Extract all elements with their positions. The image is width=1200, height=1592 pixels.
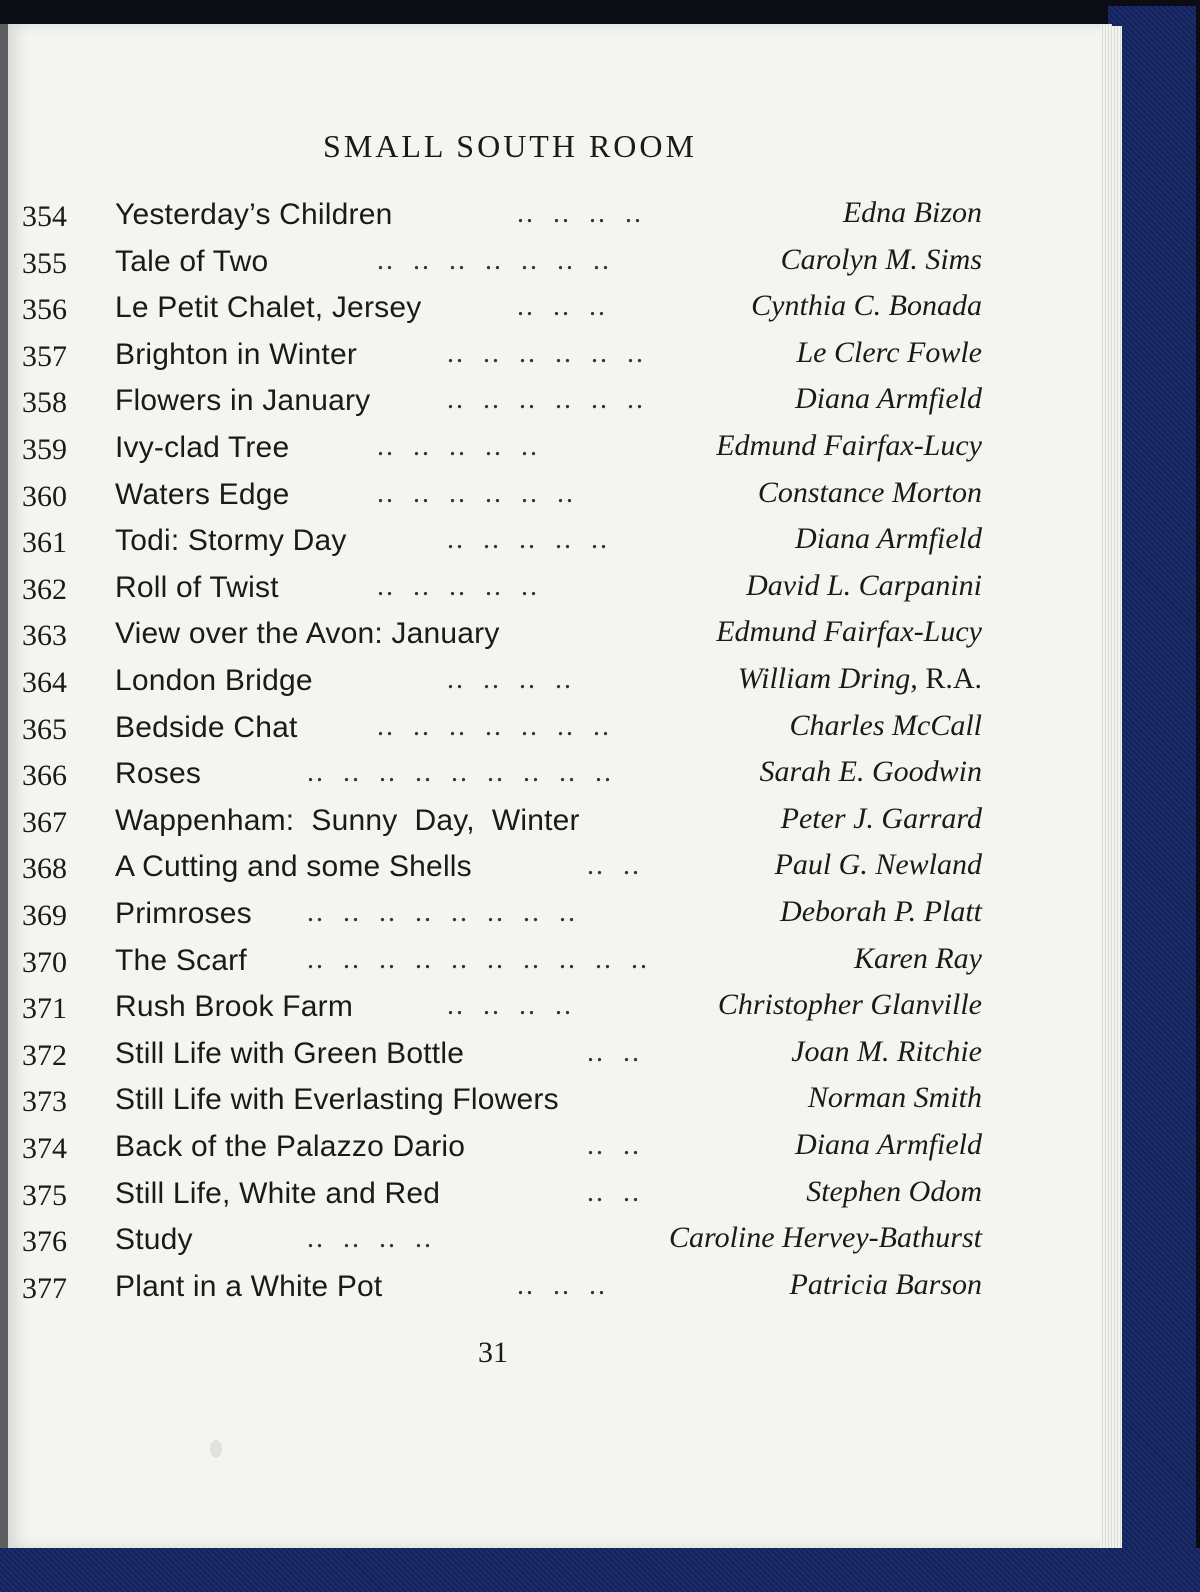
entry-artist	[669, 1221, 982, 1255]
entry-title: Ivy-clad Tree	[115, 431, 290, 464]
dot-leader: .. .. .. .. .. .. .. .. ..	[307, 757, 613, 789]
artist-name: Cynthia C. Bonada	[751, 289, 982, 323]
dot-leader: .. .. .. .. ..	[377, 570, 539, 602]
catalogue-entry	[22, 617, 982, 657]
dot-leader: .. .. .. .. .. .. .. .. .. ..	[307, 943, 649, 975]
artist-name: Peter J. Garrard	[780, 801, 982, 835]
catalogue-entry	[22, 941, 982, 984]
entry-artist	[780, 895, 982, 929]
entry-number: 377	[22, 1271, 67, 1305]
entry-title: The Scarf	[115, 943, 247, 977]
entry-artist	[775, 848, 983, 882]
page-edges	[1100, 26, 1122, 1548]
entry-title: Waters Edge	[115, 477, 290, 511]
dot-leader: .. .. .. ..	[517, 198, 643, 229]
dot-leader: .. .. .. .. .. ..	[377, 477, 575, 509]
dot-leader: .. .. .. .. .. .. ..	[377, 244, 611, 276]
entry-title: Brighton in Winter	[115, 337, 358, 371]
catalogue-entry	[22, 568, 982, 611]
catalogue-entry	[22, 291, 982, 331]
artist-name: Le Clerc Fowle	[796, 335, 982, 369]
entry-number: 366	[22, 759, 67, 793]
entry-title: Yesterday’s Children	[115, 198, 393, 231]
catalogue-entry	[22, 1083, 982, 1123]
dot-leader: .. .. .. .. .. ..	[447, 384, 645, 416]
entry-title: Back of the Palazzo Dario	[115, 1130, 466, 1163]
entry-number: 357	[22, 339, 67, 373]
artist-name: Edmund Fairfax-Lucy	[716, 429, 982, 462]
entry-title: Todi: Stormy Day	[115, 524, 347, 558]
catalogue-entry	[22, 1130, 982, 1170]
entry-number: 372	[22, 1038, 67, 1072]
entry-number: 358	[22, 386, 67, 420]
entry-title: Wappenham: Sunny Day, Winter	[115, 803, 580, 837]
artist-honour: R.A.	[925, 662, 982, 695]
catalogue-entry	[22, 850, 982, 890]
artist-name: Patricia Barson	[789, 1267, 982, 1301]
room-heading: SMALL SOUTH ROOM	[323, 128, 697, 164]
entry-artist	[795, 382, 982, 416]
artist-name: Edna Bizon	[842, 196, 982, 229]
entry-artist	[795, 522, 982, 556]
dot-leader: .. ..	[587, 1130, 641, 1161]
artist-name: Charles McCall	[789, 708, 982, 742]
catalogue-entry	[22, 1034, 982, 1077]
entry-number: 354	[22, 200, 67, 233]
entry-title: Flowers in January	[115, 384, 371, 418]
artist-name: Paul G. Newland	[774, 848, 982, 882]
entry-title: Still Life, White and Red	[115, 1176, 441, 1210]
entry-artist	[718, 988, 982, 1022]
entry-number: 371	[22, 992, 67, 1026]
entry-artist	[795, 1128, 982, 1162]
catalogue-entry	[22, 431, 982, 471]
entry-artist	[738, 662, 982, 696]
dot-leader: .. .. .. ..	[307, 1223, 433, 1255]
entry-artist	[716, 615, 982, 649]
catalogue-entry	[22, 757, 982, 797]
entry-title: Plant in a White Pot	[115, 1269, 383, 1303]
entry-artist	[746, 569, 982, 603]
entry-title: Rush Brook Farm	[115, 990, 354, 1024]
artist-name: David L. Carpanini	[746, 568, 982, 602]
paper-mark	[210, 1440, 222, 1458]
catalogue-entry	[22, 897, 982, 937]
entry-artist	[758, 476, 982, 510]
entry-number: 369	[22, 899, 67, 932]
entry-artist	[843, 196, 982, 230]
entry-title: Primroses	[115, 897, 252, 930]
dot-leader: .. .. .. .. .. .. .. ..	[307, 897, 577, 928]
entry-number: 362	[22, 572, 67, 606]
catalogue-entry	[22, 708, 982, 751]
artist-name: Diana Armfield	[795, 382, 982, 416]
entry-artist	[716, 429, 982, 463]
entry-artist	[781, 802, 982, 836]
dot-leader: .. ..	[587, 1176, 641, 1208]
dot-leader: .. .. .. ..	[447, 990, 573, 1022]
entry-number: 360	[22, 479, 67, 513]
dot-leader: .. .. ..	[517, 1269, 607, 1301]
entry-artist	[790, 1268, 983, 1302]
entry-artist	[759, 755, 982, 789]
entry-number: 374	[22, 1132, 67, 1165]
book-cover-bottom	[0, 1548, 1200, 1592]
entry-title: Bedside Chat	[115, 710, 298, 744]
dot-leader: .. ..	[587, 1036, 641, 1068]
artist-name: Carolyn M. Sims	[780, 242, 982, 276]
entry-artist	[808, 1081, 982, 1115]
artist-name: Diana Armfield	[795, 1128, 982, 1161]
entry-number: 363	[22, 619, 67, 653]
entry-number: 368	[22, 852, 67, 886]
entry-number: 370	[22, 945, 67, 979]
page-number: 31	[478, 1336, 508, 1369]
entry-artist	[854, 942, 982, 976]
entry-artist	[790, 709, 983, 743]
entry-number: 373	[22, 1085, 67, 1119]
entry-artist	[791, 1035, 982, 1069]
artist-name: Caroline Hervey-Bathurst	[669, 1221, 982, 1255]
entry-title: A Cutting and some Shells	[115, 850, 472, 884]
entry-artist	[796, 336, 982, 370]
artist-name: Christopher Glanville	[717, 988, 982, 1022]
artist-name: Karen Ray	[853, 941, 982, 975]
catalogue-entry	[22, 801, 982, 844]
catalogue-entry	[22, 1267, 982, 1310]
entry-title: Le Petit Chalet, Jersey	[115, 291, 422, 325]
entry-artist	[806, 1175, 982, 1209]
artist-name: Edmund Fairfax-Lucy	[716, 615, 982, 649]
catalogue-entry	[22, 524, 982, 564]
artist-name: Deborah P. Platt	[780, 895, 982, 928]
catalogue-entry	[22, 198, 982, 238]
catalogue-entry	[22, 475, 982, 518]
dot-leader: .. .. .. ..	[447, 664, 573, 695]
entry-title: Roses	[115, 757, 202, 791]
catalogue-entry	[22, 335, 982, 378]
dot-leader: .. .. .. .. .. .. ..	[377, 710, 611, 742]
entry-number: 356	[22, 293, 67, 327]
entry-title: Still Life with Everlasting Flowers	[115, 1083, 559, 1117]
artist-name: Constance Morton	[757, 475, 982, 509]
entry-title: London Bridge	[115, 664, 313, 697]
entry-number: 364	[22, 666, 67, 699]
entry-number: 375	[22, 1178, 67, 1212]
entry-title: Study	[115, 1223, 193, 1257]
catalogue-entry	[22, 990, 982, 1030]
entry-artist	[781, 243, 982, 277]
dot-leader: .. .. .. .. ..	[377, 431, 539, 462]
artist-name: William Dring,	[737, 662, 918, 695]
artist-name: Joan M. Ritchie	[791, 1034, 982, 1068]
entry-title: Roll of Twist	[115, 570, 279, 604]
catalogue-entry	[22, 664, 982, 704]
artist-name: Norman Smith	[807, 1081, 982, 1115]
dot-leader: .. ..	[587, 850, 641, 882]
catalogue-entry	[22, 384, 982, 424]
catalogue-entry	[22, 242, 982, 285]
entry-title: Still Life with Green Bottle	[115, 1036, 465, 1070]
artist-name: Diana Armfield	[795, 522, 982, 556]
entry-number: 361	[22, 526, 67, 560]
dot-leader: .. .. .. .. .. ..	[447, 337, 645, 369]
artist-name: Stephen Odom	[806, 1174, 982, 1208]
dot-leader: .. .. .. .. ..	[447, 524, 609, 556]
dot-leader: .. .. ..	[517, 291, 607, 323]
catalogue-entry	[22, 1174, 982, 1217]
entry-title: View over the Avon: January	[115, 617, 500, 651]
entry-number: 355	[22, 246, 67, 280]
entry-number: 376	[22, 1225, 67, 1259]
entry-number: 367	[22, 805, 67, 839]
entry-artist	[751, 289, 982, 323]
entry-number: 359	[22, 433, 67, 466]
entry-title: Tale of Two	[115, 244, 269, 278]
entry-number: 365	[22, 712, 67, 746]
catalogue-entry	[22, 1223, 982, 1263]
artist-name: Sarah E. Goodwin	[759, 755, 982, 789]
